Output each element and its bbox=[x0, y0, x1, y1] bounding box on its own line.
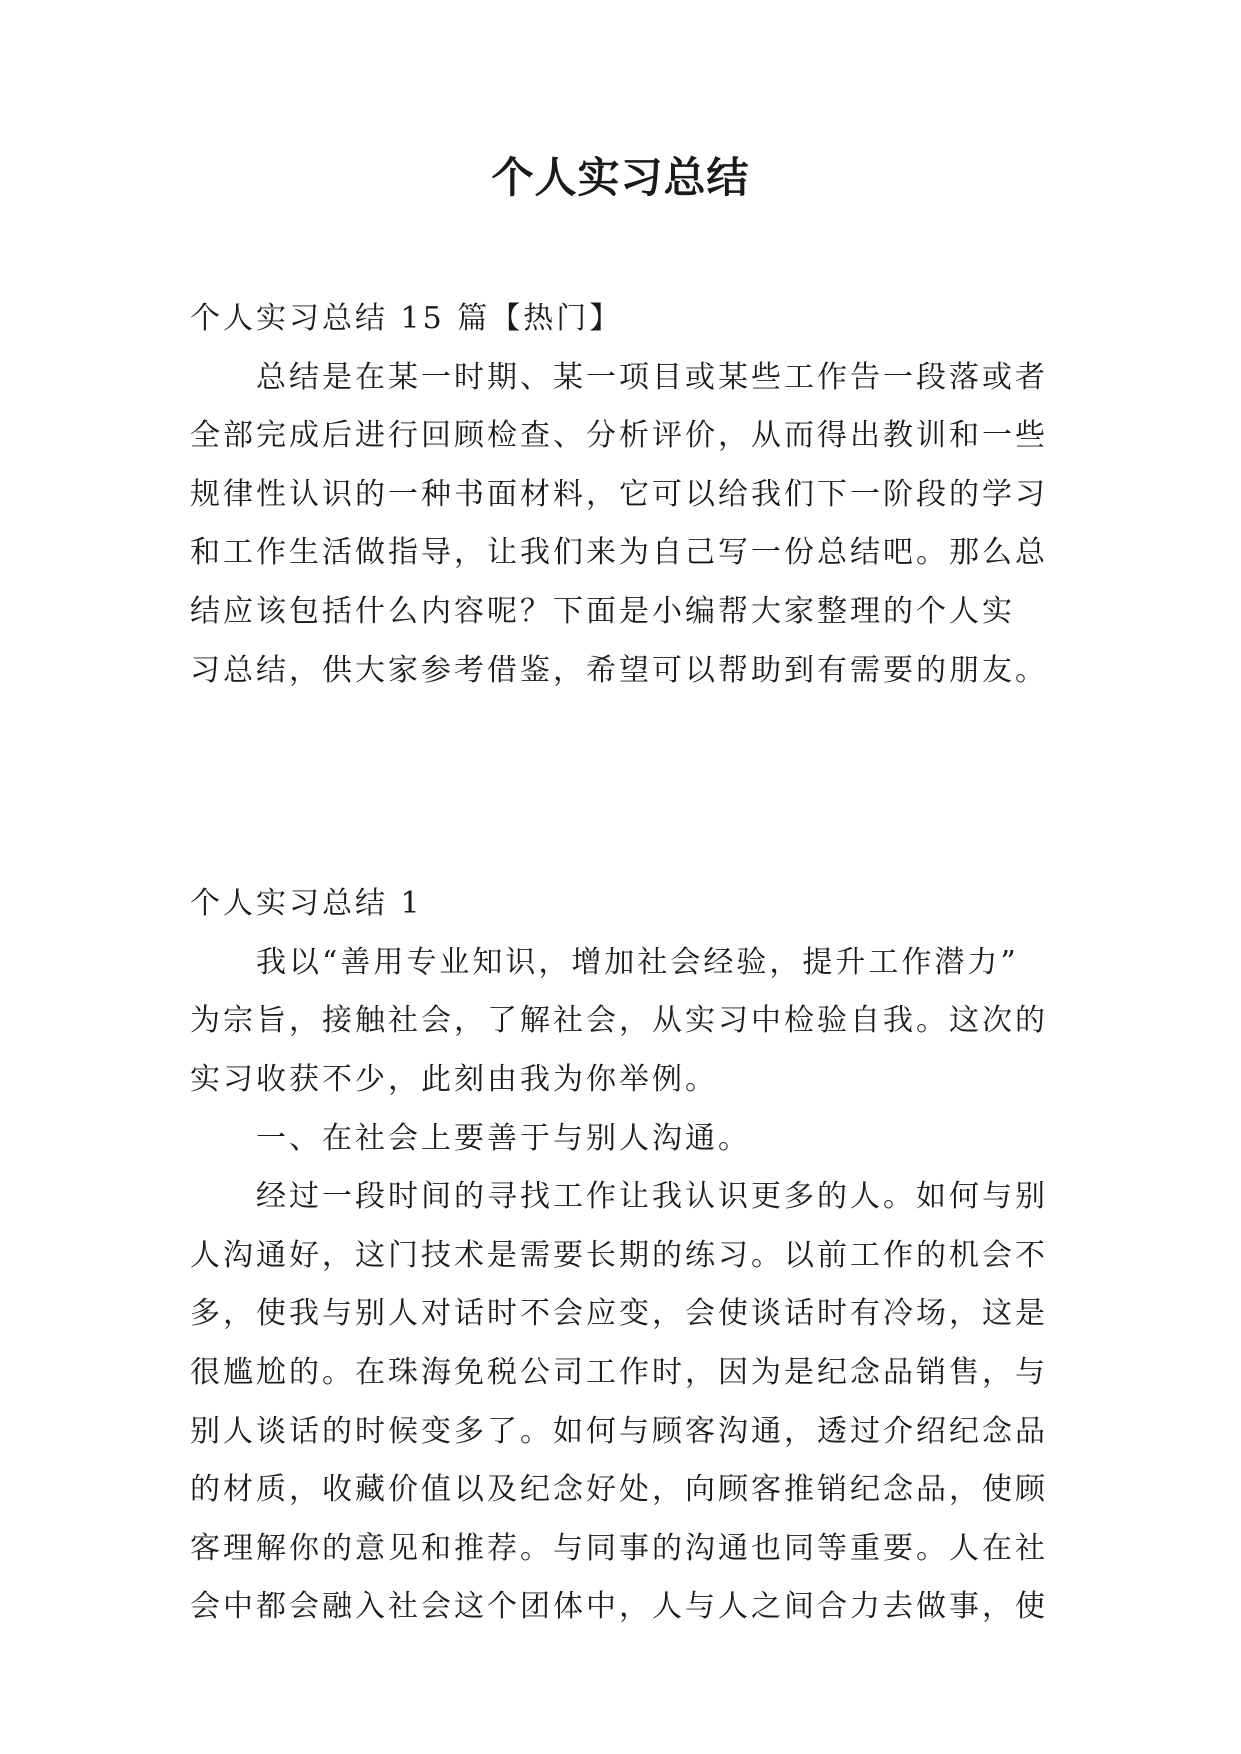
section-heading: 个人实习总结 15 篇【热门】 bbox=[190, 301, 623, 336]
section-spacer bbox=[190, 700, 1060, 875]
paragraph-line: 我以“善用专业知识，增加社会经验，提升工作潜力” bbox=[256, 944, 1019, 980]
document-body bbox=[190, 290, 1060, 1637]
document-title: 个人实习总结 bbox=[491, 153, 750, 202]
paragraph-line: 会中都会融入社会这个团体中，人与人之间合力去做事，使 bbox=[190, 1589, 1048, 1625]
section-heading: 个人实习总结 1 bbox=[190, 886, 423, 922]
intro-line: 习总结，供大家参考借鉴，希望可以帮助到有需要的朋友。 bbox=[190, 652, 1048, 688]
paragraph-line: 为宗旨，接触社会，了解社会，从实习中检验自我。这次的 bbox=[190, 1003, 1048, 1039]
point-heading: 一、在社会上要善于与别人沟通。 bbox=[256, 1120, 751, 1156]
paragraph-line: 的材质，收藏价值以及纪念好处，向顾客推销纪念品，使顾 bbox=[190, 1472, 1048, 1508]
intro-line: 和工作生活做指导，让我们来为自己写一份总结吧。那么总 bbox=[190, 535, 1048, 571]
paragraph-line: 客理解你的意见和推荐。与同事的沟通也同等重要。人在社 bbox=[190, 1530, 1048, 1566]
paragraph-line: 人沟通好，这门技术是需要长期的练习。以前工作的机会不 bbox=[190, 1237, 1048, 1273]
paragraph-line: 实习收获不少，此刻由我为你举例。 bbox=[190, 1061, 718, 1097]
paragraph-line: 多，使我与别人对话时不会应变，会使谈话时有冷场，这是 bbox=[190, 1296, 1048, 1332]
intro-line: 结应该包括什么内容呢？下面是小编帮大家整理的个人实 bbox=[190, 593, 1015, 629]
intro-line: 规律性认识的一种书面材料，它可以给我们下一阶段的学习 bbox=[190, 476, 1048, 512]
paragraph-line: 很尴尬的。在珠海免税公司工作时，因为是纪念品销售，与 bbox=[190, 1354, 1048, 1390]
intro-line: 全部完成后进行回顾检查、分析评价，从而得出教训和一些 bbox=[190, 418, 1048, 454]
intro-line: 总结是在某一时期、某一项目或某些工作告一段落或者 bbox=[256, 359, 1048, 395]
paragraph-line: 别人谈话的时候变多了。如何与顾客沟通，透过介绍纪念品 bbox=[190, 1413, 1048, 1449]
paragraph-line: 经过一段时间的寻找工作让我认识更多的人。如何与别 bbox=[256, 1179, 1048, 1215]
